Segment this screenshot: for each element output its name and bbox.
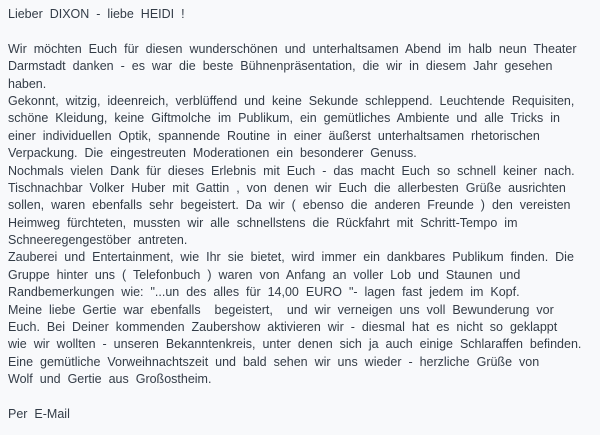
- body-line: schöne Kleidung, keine Giftmolche im Publikum, ein gemütliches Ambiente und alle Tricks in: [8, 111, 560, 126]
- body-line: Tischnachbar Volker Huber mit Gattin , von denen wir Euch die allerbesten Grüße ausrichten: [8, 180, 566, 195]
- body-line: Heimweg fürchteten, mussten wir alle schnellstens die Rückfahrt mit Schritt-Tempo im: [8, 215, 518, 230]
- blank-line: [8, 23, 600, 40]
- closing-line: Per E-Mail: [8, 406, 70, 421]
- body-line: einer individuellen Optik, spannende Routine in einer äußerst unterhaltsamen rhetorischen: [8, 128, 540, 143]
- body-line: Schneeregengestöber antreten.: [8, 233, 188, 248]
- body-line: Randbemerkungen wie: "...un des alles für 14,00 EURO "- lagen fast jedem im Kopf.: [8, 285, 520, 300]
- body-line: Verpackung. Die eingestreuten Moderationen ein besonderer Genuss.: [8, 146, 417, 161]
- body-line: wie wir wollten - unseren Bekanntenkreis, unter denen sich ja auch einige Schlaraffen befinden.: [8, 337, 582, 352]
- body-line: Eine gemütliche Vorweihnachtszeit und bald sehen wir uns wieder - herzliche Grüße von: [8, 354, 540, 369]
- blank-line: [8, 389, 600, 406]
- body-line: sollen, waren ebenfalls sehr begeistert. Da wir ( ebenso die anderen Freunde ) den vereisten: [8, 198, 571, 213]
- body-line: Gruppe hinter uns ( Telefonbuch ) waren von Anfang an voller Lob und Staunen und: [8, 267, 521, 282]
- body-line: Meine liebe Gertie war ebenfalls begeistert, und wir verneigen uns voll Bewunderung vor: [8, 302, 554, 317]
- body-line: Gekonnt, witzig, ideenreich, verblüffend und keine Sekunde schleppend. Leuchtende Requisiten,: [8, 93, 575, 108]
- body-line: Darmstadt danken - es war die beste Bühnenpräsentation, die wir in diesem Jahr gesehen: [8, 59, 553, 74]
- body-line: Wolf und Gertie aus Großostheim.: [8, 372, 212, 387]
- body-line: Wir möchten Euch für diesen wunderschönen und unterhaltsamen Abend im halb neun Theater: [8, 41, 577, 56]
- body-line: Nochmals vielen Dank für dieses Erlebnis mit Euch - das macht Euch so schnell keiner nach.: [8, 163, 575, 178]
- body-line: Zauberei und Entertainment, wie Ihr sie bietet, wird immer ein dankbares Publikum finden. Die: [8, 250, 574, 265]
- body-line: Euch. Bei Deiner kommenden Zaubershow aktivieren wir - diesmal hat es nicht so geklappt: [8, 320, 558, 335]
- body-line: haben.: [8, 76, 47, 91]
- salutation-line: Lieber DIXON - liebe HEIDI !: [8, 7, 185, 21]
